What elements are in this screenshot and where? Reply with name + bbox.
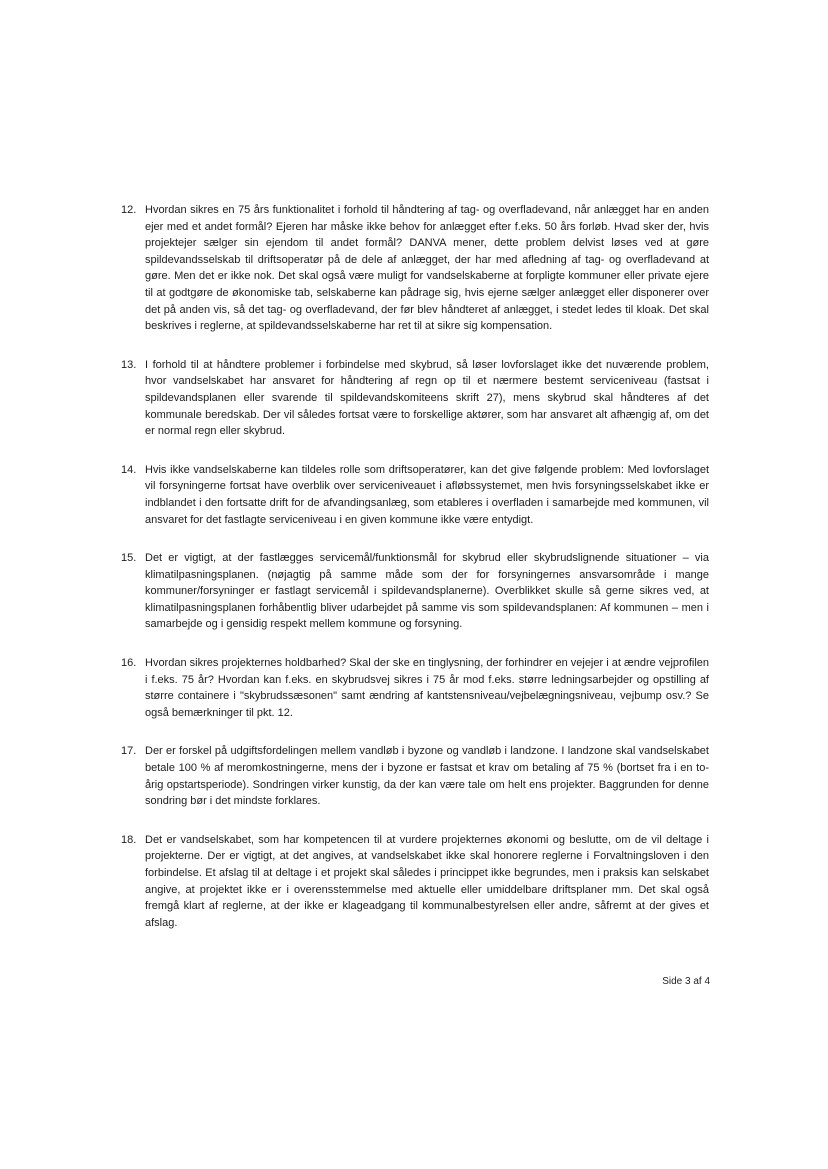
item-number: 17. [121, 745, 137, 758]
list-item [121, 357, 709, 440]
list-item [121, 743, 709, 809]
item-number: 15. [121, 552, 137, 565]
item-number: 14. [121, 463, 137, 476]
item-text: I forhold til at håndtere problemer i forbindelse med skybrud, så løser lovforslaget ikke det nuværende problem, hvor vandselskabet har ansvaret for håndtering af regn op til et nærmere bestemt serviceniveau (fastsat i spildevandsplanen eller svarende til spildevandskomiteens skrift 27), mens skybrud skal håndteres af det kommunale beredskab. Der vil således fortsat være to forskellige aktører, som har ansvaret alt afhængig af, om det er normal regn eller skybrud. [145, 358, 709, 438]
list-item [121, 832, 709, 932]
list-item [121, 655, 709, 721]
item-number: 18. [121, 833, 137, 846]
item-text: Det er vandselskabet, som har kompetencen til at vurdere projekternes økonomi og beslutte, om de vil deltage i projekterne. Der er vigtigt, at det angives, at vandselskabet ikke skal honorere reglerne i Forvaltningsloven i den forbindelse. Et afslag til at deltage i et projekt skal således i princippet ikke begrundes, men i praksis kan selskabet angive, at projektet ikke er i overensstemmelse med aktuelle eller umiddelbare driftsplaner mm. Det skal også fremgå klart af reglerne, at der ikke er klageadgang til kommunalbestyrelsen eller andre, såfremt at der gives et afslag. [145, 833, 709, 929]
item-text: Det er vigtigt, at der fastlægges servicemål/funktionsmål for skybrud eller skybrudslignende situationer – via klimatilpasningsplanen. (nøjagtig på samme måde som der for forsyningernes ansvarsområde i mange kommuner/forsyninger er fastlagt servicemål i spildevandsplanerne). Overblikket skulle så gerne sikres ved, at klimatilpasningsplanen forhåbentlig bliver udarbejdet på samme vis som spildevandsplanen: Af kommunen – men i samarbejde og i gensidig respekt mellem kommune og forsyning. [145, 552, 709, 631]
item-text: Der er forskel på udgiftsfordelingen mellem vandløb i byzone og vandløb i landzone. I landzone skal vandselskabet betale 100 % af meromkostningerne, mens der i byzone er fastsat et krav om betaling af 75 % (bortset fra i en to-årig opstartsperiode). Sondringen virker kunstig, da der kan være tale om helt ens projekter. Baggrunden for denne sondring bør i det mindste forklares. [145, 745, 709, 808]
item-number: 12. [121, 204, 137, 216]
item-text: Hvis ikke vandselskaberne kan tildeles rolle som driftsoperatører, kan det give følgende problem: Med lovforslaget vil forsyningerne fortsat have overblik over serviceniveauet i afløbssystemet, men hvis forsyningsselskabet ikke er indblandet i den fortsatte drift for de afvandingsanlæg, som etableres i overfladen i samarbejde med kommunen, vil ansvaret for det fastlagte serviceniveau i en given kommune ikke være entydigt. [145, 463, 709, 526]
item-text: Hvordan sikres projekternes holdbarhed? Skal der ske en tinglysning, der forhindrer en vejejer i at ændre vejprofilen i f.eks. 75 år? Hvordan kan f.eks. en skybrudsvej sikres i 75 år mod f.eks. større ledningsarbejder og opstilling af større containere i "skybrudssæsonen" samt ændring af kantstensniveau/vejbelægningsniveau, vejbump osv.? Se også bemærkninger til pkt. 12. [145, 657, 709, 719]
page-number: Side 3 af 4 [662, 976, 710, 987]
list-item [121, 550, 709, 633]
item-text: Hvordan sikres en 75 års funktionalitet i forhold til håndtering af tag- og overfladevand, når anlægget har en anden ejer med et andet formål? Ejeren har måske ikke behov for anlægget efter f.eks. 50 års forløb. Hvad sker der, hvis projektejer sælger sin ejendom til andet formål? DANVA mener, dette problem delvist løses ved at gøre spildevandsselskab til driftsoperatør på de dele af anlægget, der har med afledning af tag- og overfladevand at gøre. Men det er ikke nok. Det skal også være muligt for vandselskaberne at forpligte kommuner eller private ejere til at godtgøre de økonomiske tab, selskaberne kan pådrage sig, hvis ejerne sælger anlægget eller disponerer over det på anden vis, så det tag- og overfladevand, der før blev håndteret af anlægget, i stedet ledes til kloak. Det skal beskrives i reglerne, at spildevandsselskaberne har ret til at sikre sig kompensation. [145, 204, 709, 333]
list-item [121, 462, 709, 528]
item-number: 16. [121, 657, 137, 670]
list-item [121, 202, 709, 335]
numbered-list [121, 202, 709, 953]
item-number: 13. [121, 358, 137, 371]
